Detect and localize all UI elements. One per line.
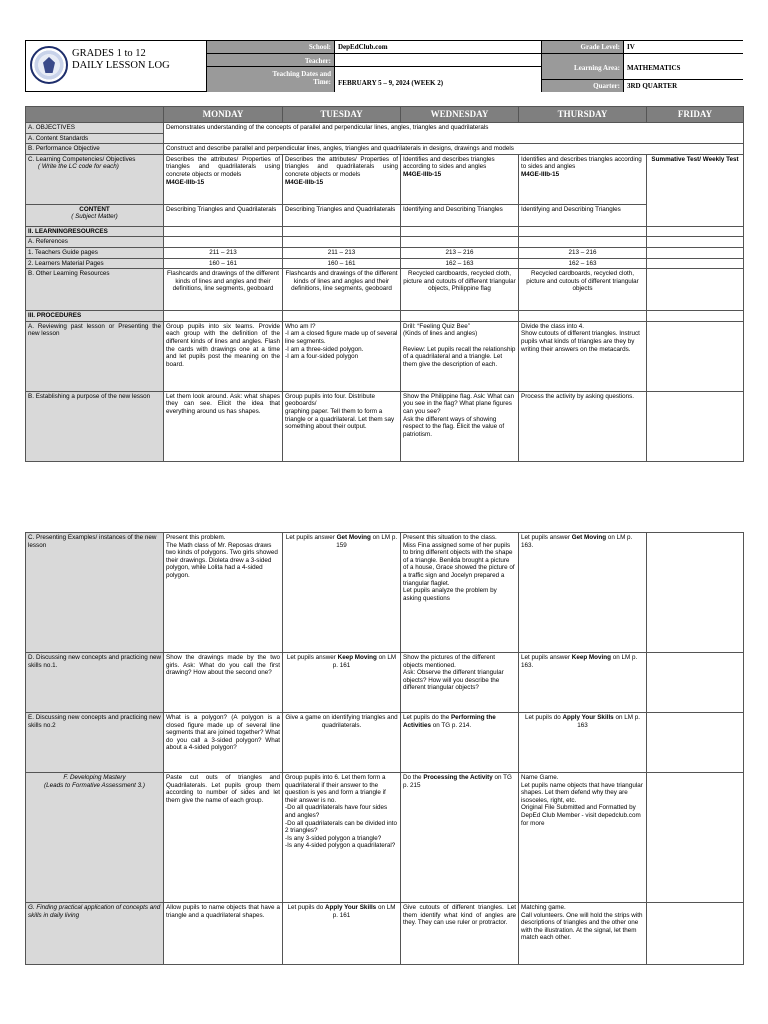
presenting-tuesday-a: Let pupils answer (285, 534, 337, 541)
procedures-label: III. PROCEDURES (26, 311, 164, 322)
presenting-thursday-b: Get Moving (571, 534, 607, 541)
discussing-2-monday: What is a polygon? (A polygon is a closed figure made up of several line segments that are joined together? What do you call a 3-sided polygon? What about a 4-sided polygon? (164, 713, 283, 773)
discussing-1-thursday-c: on LM p. 163. (521, 654, 638, 669)
competencies-label (26, 154, 164, 204)
finding-label: G. Finding practical application of concepts and skills in daily living (26, 903, 164, 965)
tg-pages-label: 1. Teachers Guide pages (26, 247, 164, 258)
presenting-tuesday (283, 533, 401, 653)
competency-thursday-code: M4GE-IIIb-15 (521, 170, 560, 178)
objectives-row (26, 123, 744, 134)
finding-thursday: Matching game. Call volunteers. One will hold the strips with descriptions of triangles and the other one with the illustration. At the signal, let them match each other. (519, 903, 647, 965)
mastery-label (26, 773, 164, 903)
presenting-monday: Present this problem. The Math class of Mr. Reposas draws two kinds of polygons. Two girls showed their drawings. Dioleta drew a 3-sided polygon, while Lolita had a 4-sided polygon. (164, 533, 283, 653)
competency-monday (164, 154, 283, 204)
purpose-thursday: Process the activity by asking questions. (519, 391, 647, 461)
discussing-2-thursday-c: on LM p. 163 (577, 714, 640, 729)
corner-header-cell (26, 107, 164, 123)
content-note: ( Subject Matter) (71, 213, 118, 221)
references-label: A. References (26, 237, 164, 248)
mastery-tuesday: Group pupils into 6. Let them form a quadrilateral if their answer to the question is yes and form a triangle if their answer is no. -Do all quadrilaterals have four sides and angles? -Do all quadrilaterals can be divided into 2 triangles? -Is any 3-sided polygon a triangle? -Is any 4-sided polygon a quadrilateral? (283, 773, 401, 903)
grade-value: IV (623, 41, 743, 54)
dates-label (206, 67, 334, 92)
deped-seal-icon (30, 46, 68, 84)
title-line-1: GRADES 1 to 12 (72, 48, 146, 59)
school-label: School: (206, 41, 334, 54)
day-thursday: THURSDAY (519, 107, 647, 123)
empty-cell (401, 311, 519, 322)
empty-cell (647, 391, 744, 461)
competency-monday-code: M4GE-IIIb-15 (166, 178, 205, 186)
tg-wednesday: 213 – 216 (401, 247, 519, 258)
competency-tuesday-text: Describes the attributes/ Properties of triangles and quadrilaterals using concrete objects or models (285, 155, 398, 178)
tg-tuesday: 211 – 213 (283, 247, 401, 258)
presenting-thursday-a: Let pupils answer (521, 534, 572, 541)
discussing-1-tuesday-c: on LM p. 161 (332, 654, 397, 669)
tg-thursday: 213 – 216 (519, 247, 647, 258)
mastery-row (26, 773, 744, 903)
empty-cell (401, 226, 519, 237)
school-value: DepEdClub.com (334, 41, 541, 54)
performance-label: B. Performance Objective (26, 144, 164, 155)
discussing-1-label: D. Discussing new concepts and practicing new skills no.1. (26, 653, 164, 713)
content-standards-label: A. Content Standards (26, 133, 164, 144)
purpose-wednesday: Show the Philippine flag. Ask: What can you see in the flag? What plane figures can you see? Ask the different ways of showing respect to the flag. Elicit the value of patriotism. (401, 391, 519, 461)
competencies-title: C. Learning Competencies/ Objectives (28, 155, 136, 163)
resources-thursday: Recycled cardboards, recycled cloth, picture and cutouts of different triangular objects (519, 269, 647, 311)
other-resources-label: B. Other Learning Resources (26, 269, 164, 311)
competency-tuesday-code: M4GE-IIIb-15 (285, 178, 324, 186)
empty-cell (519, 226, 647, 237)
empty-cell (647, 226, 744, 237)
objectives-label: A. OBJECTIVES (26, 123, 164, 134)
day-monday: MONDAY (164, 107, 283, 123)
empty-cell (164, 226, 283, 237)
content-thursday: Identifying and Describing Triangles (519, 204, 647, 226)
lm-thursday: 162 – 163 (519, 258, 647, 269)
discussing-1-thursday (519, 653, 647, 713)
discussing-1-tuesday (283, 653, 401, 713)
empty-cell (283, 237, 401, 248)
resources-wednesday: Recycled cardboards, recycled cloth, picture and cutouts of different triangular objects, Philippine flag (401, 269, 519, 311)
lm-pages-label: 2. Learners Material Pages (26, 258, 164, 269)
dates-label-line-1: Teaching Dates and (272, 70, 331, 78)
grade-label: Grade Level: (541, 41, 623, 54)
presenting-wednesday: Present this situation to the class. Miss Fina assigned some of her pupils to bring different objects with the shape of a triangle. Benilda brought a picture of a house, Grace showed the picture of a traffic sign and Jocelyn prepared a triangular flaglet. Let pupils analyze the problem by asking questions (401, 533, 519, 653)
mastery-wednesday-a: Do the (403, 774, 424, 781)
empty-cell (647, 258, 744, 269)
review-monday: Group pupils into six teams. Provide each group with the definition of the different kinds of lines and angles. Flash the cards with drawings one at a time and let pupils post the meaning on the board. (164, 321, 283, 391)
discussing-1-wednesday: Show the pictures of the different objects mentioned. Ask: Observe the different triangular objects? How will you describe the different triangular objects? (401, 653, 519, 713)
empty-cell (647, 311, 744, 322)
discussing-2-thursday (519, 713, 647, 773)
lm-pages-row (26, 258, 744, 269)
review-wednesday: Drill: “Feeling Quiz Bee” (Kinds of lines and angles) Review: Let pupils recall the relationship of a quadrilateral and a triangle. Let them give the description of each. (401, 321, 519, 391)
discussing-1-monday: Show the drawings made by the two girls. Ask: What do you call the first drawing? How about the second one? (164, 653, 283, 713)
procedures-row (26, 311, 744, 322)
mastery-thursday: Name Game. Let pupils name objects that have triangular shapes. Let them defend why they are isosceles, right, etc. Original File Submitted and Formatted by DepEd Club Member - visit depedclub.com for more (519, 773, 647, 903)
presenting-tuesday-b: Get Moving (336, 534, 371, 541)
quarter-label: Quarter: (541, 80, 623, 92)
discussing-1-tuesday-b: Keep Moving (337, 654, 377, 661)
finding-tuesday-c: on LM p. 161 (332, 904, 396, 919)
finding-tuesday-a: Let pupils do (287, 904, 325, 911)
area-label: Learning Area: (541, 54, 623, 80)
dates-value: FEBRUARY 5 – 9, 2024 (WEEK 2) (334, 67, 541, 92)
empty-cell (647, 321, 744, 391)
performance-text: Construct and describe parallel and perpendicular lines, angles, triangles and quadrilaterals in designs, drawings and models (164, 144, 744, 155)
empty-cell (647, 533, 744, 653)
content-label (26, 204, 164, 226)
purpose-tuesday: Group pupils into four. Distribute geoboards/ graphing paper. Tell them to form a triangle or a quadrilateral. Let them say something about their output. (283, 391, 401, 461)
content-tuesday: Describing Triangles and Quadrilaterals (283, 204, 401, 226)
presenting-tuesday-c: on LM p. 159 (336, 534, 398, 549)
lesson-log-header (25, 40, 743, 92)
finding-monday: Allow pupils to name objects that have a triangle and a quadrilateral shapes. (164, 903, 283, 965)
learning-resources-row (26, 226, 744, 237)
day-header-row (26, 107, 744, 123)
empty-cell (647, 653, 744, 713)
mastery-note: (Leads to Formative Assessment 3.) (44, 781, 145, 789)
empty-cell (164, 237, 283, 248)
mastery-wednesday-c: on TG p. 215 (403, 774, 512, 789)
presenting-thursday (519, 533, 647, 653)
other-resources-row (26, 269, 744, 311)
competency-thursday-text: Identifies and describes triangles according to sides and angles (521, 155, 642, 171)
discussing-1-tuesday-a: Let pupils answer (286, 654, 338, 661)
mastery-wednesday-b: Processing the Activity (423, 774, 493, 781)
title-line-2: DAILY LESSON LOG (72, 60, 170, 71)
content-row (26, 204, 744, 226)
performance-row (26, 144, 744, 155)
discussing-2-thursday-a: Let pupils do (525, 714, 563, 721)
resources-monday: Flashcards and drawings of the different kinds of lines and angles and their definitions, line segments, geoboard (164, 269, 283, 311)
friday-summative-test (647, 154, 744, 226)
discussing-2-wednesday (401, 713, 519, 773)
content-wednesday: Identifying and Describing Triangles (401, 204, 519, 226)
competency-wednesday (401, 154, 519, 204)
day-tuesday: TUESDAY (283, 107, 401, 123)
learning-resources-label: II. LEARNINGRESOURCES (26, 226, 164, 237)
dates-label-line-2: Time: (313, 78, 331, 86)
competencies-row (26, 154, 744, 204)
empty-cell (164, 311, 283, 322)
competency-wednesday-code: M4GE-IIIb-15 (403, 170, 442, 178)
discussing-2-thursday-b: Apply Your Skills (562, 714, 614, 721)
lesson-table-part-1 (25, 106, 744, 462)
discussing-2-wednesday-a: Let pupils do the (403, 714, 451, 721)
day-wednesday: WEDNESDAY (401, 107, 519, 123)
discussing-2-row (26, 713, 744, 773)
presenting-label: C. Presenting Examples/ instances of the new lesson (26, 533, 164, 653)
lm-monday: 160 – 161 (164, 258, 283, 269)
discussing-1-thursday-b: Keep Moving (571, 654, 611, 661)
area-value: MATHEMATICS (623, 54, 743, 80)
discussing-1-row (26, 653, 744, 713)
discussing-2-wednesday-b: Performing the Activities (403, 714, 496, 729)
mastery-title: F. Developing Mastery (63, 774, 126, 781)
day-friday: FRIDAY (647, 107, 744, 123)
friday-summative-text: Summative Test/ Weekly Test (651, 155, 739, 163)
lm-tuesday: 160 – 161 (283, 258, 401, 269)
content-standards-text: Demonstrates understanding of the concepts of parallel and perpendicular lines, angles, triangles and quadrilaterals (164, 123, 744, 144)
empty-cell (647, 237, 744, 248)
finding-wednesday: Give cutouts of different triangles. Let them identify what kind of angles are they. They can use ruler or protractor. (401, 903, 519, 965)
presenting-thursday-c: on LM p. 163. (521, 534, 633, 549)
competency-tuesday (283, 154, 401, 204)
purpose-monday: Let them look around. Ask: what shapes they can see. Elicit the idea that everything around us has shapes. (164, 391, 283, 461)
competency-thursday (519, 154, 647, 204)
empty-cell (283, 226, 401, 237)
empty-cell (647, 269, 744, 311)
discussing-1-thursday-a: Let pupils answer (521, 654, 572, 661)
content-title: CONTENT (79, 205, 110, 213)
purpose-label: B. Establishing a purpose of the new lesson (26, 391, 164, 461)
empty-cell (647, 773, 744, 903)
review-thursday: Divide the class into 4. Show cutouts of different triangles. Instruct pupils what kinds of triangles are they by writing their answers on the metacards. (519, 321, 647, 391)
tg-monday: 211 – 213 (164, 247, 283, 258)
competency-monday-text: Describes the attributes/ Properties of triangles and quadrilaterals using concrete objects or models (166, 155, 280, 178)
competencies-note: ( Write the LC code for each) (38, 163, 119, 171)
empty-cell (647, 903, 744, 965)
quarter-value: 3RD QUARTER (623, 80, 743, 92)
lm-wednesday: 162 – 163 (401, 258, 519, 269)
review-tuesday: Who am I? -I am a closed figure made up of several line segments. -I am a three-sided polygon. -I am a four-sided polygon (283, 321, 401, 391)
discussing-2-tuesday: Give a game on identifying triangles and quadrilaterals. (283, 713, 401, 773)
lesson-table-part-2 (25, 532, 744, 965)
presenting-row (26, 533, 744, 653)
empty-cell (647, 713, 744, 773)
review-label: A. Reviewing past lesson or Presenting the new lesson (26, 321, 164, 391)
empty-cell (401, 237, 519, 248)
discussing-2-label: E. Discussing new concepts and practicing new skills no.2 (26, 713, 164, 773)
content-monday: Describing Triangles and Quadrilaterals (164, 204, 283, 226)
finding-row (26, 903, 744, 965)
resources-tuesday: Flashcards and drawings of the different kinds of lines and angles and their definitions, line segments, geoboard (283, 269, 401, 311)
teacher-value (334, 54, 541, 67)
review-row (26, 321, 744, 391)
empty-cell (519, 237, 647, 248)
finding-tuesday (283, 903, 401, 965)
empty-cell (519, 311, 647, 322)
empty-cell (283, 311, 401, 322)
tg-pages-row (26, 247, 744, 258)
discussing-2-wednesday-c: on TG p. 214. (431, 721, 472, 729)
mastery-monday: Paste cut outs of triangles and Quadrilaterals. Let pupils group them according to number of sides and let them give the name of each group. (164, 773, 283, 903)
mastery-wednesday (401, 773, 519, 903)
header-grid (25, 40, 743, 92)
references-row (26, 237, 744, 248)
competency-wednesday-text: Identifies and describes triangles according to sides and angles (403, 155, 495, 171)
empty-cell (647, 247, 744, 258)
teacher-label: Teacher: (206, 54, 334, 67)
purpose-row (26, 391, 744, 461)
finding-tuesday-b: Apply Your Skills (324, 904, 377, 911)
